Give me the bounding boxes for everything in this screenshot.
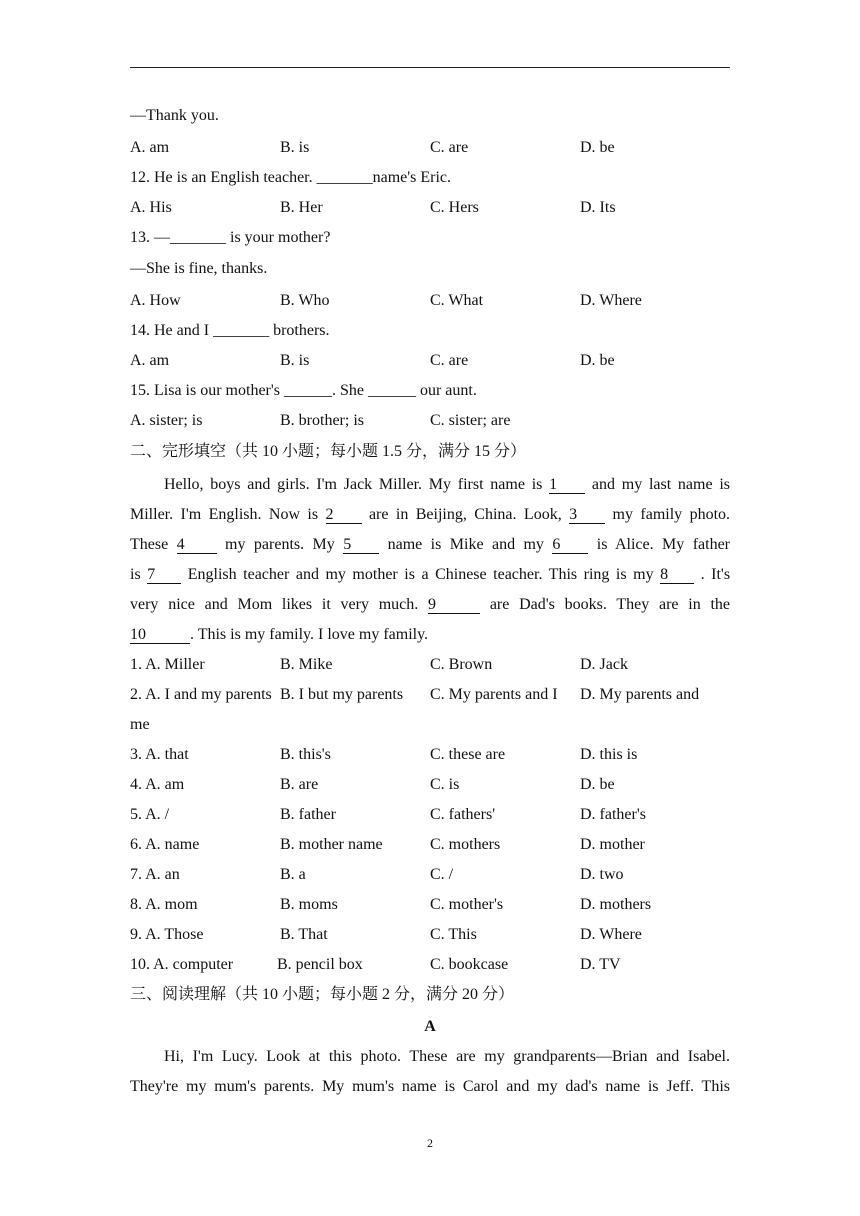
option-b: B. is [280,139,310,156]
option-b: B. That [280,926,328,943]
option-c: C. Brown [430,656,493,673]
blank-7: 7 [147,566,181,584]
passage-text: Hello, boys and girls. I'm Jack Miller. My first name is [164,476,543,493]
option-b: B. father [280,806,336,823]
section-title-cloze: 二、完形填空（共 10 小题；每小题 1.5 分，满分 15 分） [130,443,527,460]
option-c: C. Hers [430,199,479,216]
option-a: A. His [130,199,172,216]
option-a: 5. A. / [130,806,170,823]
passage-text: my parents. My [225,536,335,553]
section-title-reading: 三、阅读理解（共 10 小题；每小题 2 分，满分 20 分） [130,986,515,1003]
option-c: C. is [430,776,460,793]
page-number: 2 [427,1136,433,1150]
option-c: C. bookcase [430,956,509,973]
blank-3: 3 [569,506,605,524]
blank-10: 10 [130,626,190,644]
option-b: B. brother; is [280,412,364,429]
q13-stem: 13. —_______ is your mother? [130,229,331,246]
passage-line-2 [130,505,730,525]
option-c: C. / [430,866,454,883]
option-a: 3. A. that [130,746,189,763]
option-a: A. am [130,352,170,369]
reading-line-2: They're my mum's parents. My mum's name is Carol and my dad's name is Jeff. This [130,1078,730,1095]
option-a: A. How [130,292,181,309]
option-c: C. This [430,926,477,943]
option-c: C. mothers [430,836,501,853]
cloze-5-options [130,805,730,825]
passage-text: English teacher and my mother is a Chinese teacher. This ring is my [187,566,654,583]
option-b: B. pencil box [277,956,363,973]
passage-text: are in Beijing, China. Look, [368,506,562,523]
passage-text: . It's [700,566,731,583]
cloze-1-options [130,655,730,675]
cloze-3-options [130,745,730,765]
option-d: D. mother [580,836,645,853]
option-c: C. these are [430,746,506,763]
option-a: 10. A. computer [130,956,234,973]
cloze-4-options [130,775,730,795]
option-c: C. mother's [430,896,504,913]
passage-text: my family photo. [612,506,731,523]
passage-text: Miller. I'm English. Now is [130,506,319,523]
option-d: D. mothers [580,896,652,913]
option-d: D. father's [580,806,646,823]
option-d: D. be [580,776,615,793]
passage-text: and my last name is [591,476,731,493]
q11-reply: —Thank you. [130,107,219,124]
q13-options [130,291,730,311]
cloze-2-wrap: me [130,716,150,733]
q15-options [130,411,730,431]
header-rule [130,67,730,68]
option-a: 8. A. mom [130,896,198,913]
option-a: 7. A. an [130,866,180,883]
option-d: D. Where [580,292,642,309]
passage-text: is Alice. My father [596,536,731,553]
option-c: C. What [430,292,484,309]
option-d: D. be [580,139,615,156]
option-c: C. are [430,139,469,156]
passage-text: are Dad's books. They are in the [489,596,731,613]
cloze-10-options [130,955,730,975]
blank-1: 1 [549,476,585,494]
option-b: B. mother name [280,836,383,853]
cloze-2-options [130,685,730,705]
passage-line-6 [130,625,730,645]
option-a: 9. A. Those [130,926,204,943]
option-d: D. TV [580,956,621,973]
cloze-7-options [130,865,730,885]
option-b: B. is [280,352,310,369]
option-b: B. Her [280,199,323,216]
option-d: D. this is [580,746,638,763]
passage-text: very nice and Mom likes it very much. [130,596,419,613]
option-a: 6. A. name [130,836,200,853]
option-a: 4. A. am [130,776,185,793]
option-c: C. are [430,352,469,369]
option-d: D. Where [580,926,642,943]
passage-text: These [130,536,169,553]
blank-9: 9 [428,596,480,614]
option-a: 1. A. Miller [130,656,205,673]
blank-4: 4 [177,536,217,554]
cloze-6-options [130,835,730,855]
option-d: D. Jack [580,656,628,673]
reading-line-1: Hi, I'm Lucy. Look at this photo. These are my grandparents—Brian and Isabel. [164,1048,730,1065]
blank-6: 6 [552,536,588,554]
q15-stem: 15. Lisa is our mother's ______. She ______ our aunt. [130,382,477,399]
passage-line-1 [130,475,730,495]
q14-stem: 14. He and I _______ brothers. [130,322,330,339]
passage-text: is [130,566,141,583]
passage-line-4 [130,565,730,585]
passage-line-5 [130,595,730,615]
option-b: B. moms [280,896,338,913]
option-c: C. sister; are [430,412,511,429]
blank-8: 8 [660,566,694,584]
q13-reply: —She is fine, thanks. [130,260,268,277]
q12-stem: 12. He is an English teacher. _______name's Eric. [130,169,452,186]
passage-text: . This is my family. I love my family. [190,626,429,643]
option-a: A. sister; is [130,412,203,429]
option-b: B. are [280,776,319,793]
option-a: A. am [130,139,170,156]
option-b: B. a [280,866,306,883]
blank-5: 5 [343,536,379,554]
q14-options [130,351,730,371]
option-d: D. My parents and [580,686,700,703]
cloze-9-options [130,925,730,945]
option-c: C. fathers' [430,806,496,823]
option-c: C. My parents and I [430,686,558,703]
option-b: B. Mike [280,656,333,673]
passage-label: A [424,1018,436,1035]
q11-options [130,138,730,158]
option-d: D. Its [580,199,616,216]
option-d: D. two [580,866,624,883]
option-b: B. this's [280,746,331,763]
passage-line-3 [130,535,730,555]
option-b: B. Who [280,292,330,309]
q12-options [130,198,730,218]
blank-2: 2 [326,506,362,524]
option-a: 2. A. I and my parents [130,686,272,703]
option-b: B. I but my parents [280,686,404,703]
cloze-8-options [130,895,730,915]
option-d: D. be [580,352,615,369]
passage-text: name is Mike and my [387,536,544,553]
